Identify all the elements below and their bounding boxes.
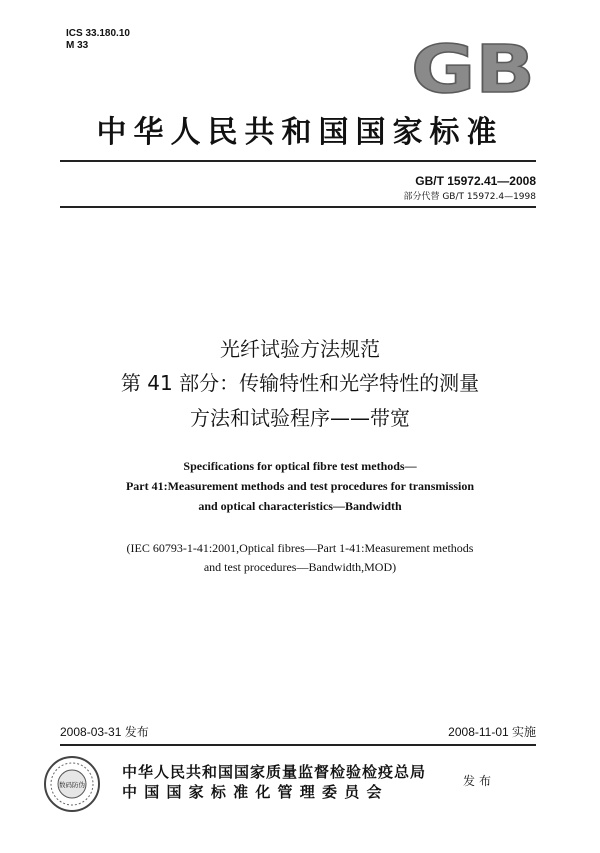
gb-logo-icon <box>408 36 538 98</box>
footer-divider <box>60 744 536 746</box>
standard-code: GB/T 15972.41—2008 <box>415 174 536 188</box>
issue-date: 2008-03-31 发布 <box>60 725 149 739</box>
anti-counterfeit-seal-icon <box>42 754 102 814</box>
standard-name: 中华人民共和国国家标准 <box>96 115 504 150</box>
iec-reference-line-2: and test procedures—Bandwidth,MOD) <box>203 560 397 574</box>
english-title-line-3: and optical characteristics—Bandwidth <box>198 499 402 513</box>
top-divider <box>60 160 536 162</box>
issuer-aqsiq: 中华人民共和国国家质量监督检验检疫总局 <box>122 763 427 781</box>
iec-reference-line-1: (IEC 60793-1-41:2001,Optical fibres—Part 1-41:Measurement methods <box>126 541 474 555</box>
chinese-title-line-1: 光纤试验方法规范 <box>220 337 380 361</box>
issue-label: 发布 <box>463 774 496 788</box>
chinese-title-line-2: 第 41 部分：传输特性和光学特性的测量 <box>120 371 480 395</box>
ccs-code: M 33 <box>66 40 89 51</box>
english-title-line-1: Specifications for optical fibre test methods— <box>183 459 417 473</box>
gb-logo-text: GB <box>411 36 535 98</box>
chinese-title-line-3: 方法和试验程序——带宽 <box>190 406 410 430</box>
seal-text: 数码防伪 <box>59 781 85 789</box>
issuer-sac: 中 国 国 家 标 准 化 管 理 委 员 会 <box>122 783 383 801</box>
ics-code: ICS 33.180.10 <box>66 28 130 39</box>
implementation-date: 2008-11-01 实施 <box>448 725 536 739</box>
replaces-note: 部分代替 GB/T 15972.4—1998 <box>403 192 536 202</box>
classification-codes <box>66 28 130 52</box>
english-title-line-2: Part 41:Measurement methods and test procedures for transmission <box>125 479 475 493</box>
header-divider <box>60 206 536 208</box>
